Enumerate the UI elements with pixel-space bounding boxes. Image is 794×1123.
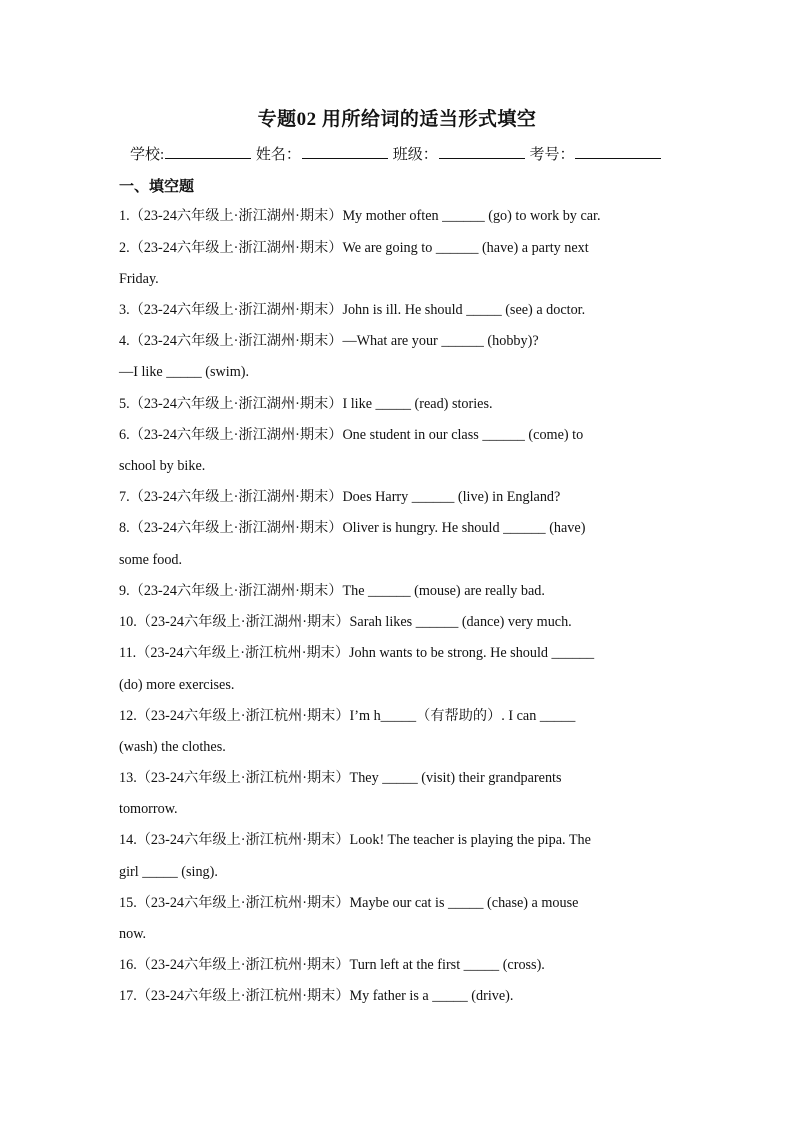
name-blank[interactable]: [302, 144, 388, 159]
class-label: 班级：: [392, 147, 438, 163]
page-title: 专题02 用所给词的适当形式填空: [257, 109, 537, 130]
question-line: 5.（23-24六年级上·浙江湖州·期末）I like _____ (read) stories.: [119, 396, 493, 412]
question-line: tomorrow.: [119, 801, 178, 817]
question-line: girl _____ (sing).: [119, 864, 218, 880]
school-blank[interactable]: [165, 144, 251, 159]
question-line: some food.: [119, 552, 183, 568]
question-line: (do) more exercises.: [119, 677, 235, 693]
question-line: 13.（23-24六年级上·浙江杭州·期末）They _____ (visit) their grandparents: [119, 770, 562, 786]
class-blank[interactable]: [439, 144, 525, 159]
question-line: 10.（23-24六年级上·浙江湖州·期末）Sarah likes ______ (dance) very much.: [119, 614, 572, 630]
name-label: 姓名：: [255, 147, 301, 163]
question-line: 12.（23-24六年级上·浙江杭州·期末）I’m h_____（有帮助的）. I can _____: [119, 708, 576, 724]
question-line: 1.（23-24六年级上·浙江湖州·期末）My mother often ______ (go) to work by car.: [119, 208, 601, 224]
question-line: 8.（23-24六年级上·浙江湖州·期末）Oliver is hungry. He should ______ (have): [119, 520, 586, 536]
question-line: 4.（23-24六年级上·浙江湖州·期末）—What are your ______ (hobby)?: [119, 333, 539, 349]
question-line: 7.（23-24六年级上·浙江湖州·期末）Does Harry ______ (live) in England?: [119, 489, 561, 505]
student-info-row: [130, 143, 662, 164]
school-label: 学校:: [130, 147, 165, 163]
question-line: school by bike.: [119, 458, 206, 474]
number-label: 考号：: [529, 147, 575, 163]
question-line: 16.（23-24六年级上·浙江杭州·期末）Turn left at the first _____ (cross).: [119, 957, 545, 973]
question-line: 14.（23-24六年级上·浙江杭州·期末）Look! The teacher is playing the pipa. The: [119, 832, 591, 848]
question-line: Friday.: [119, 271, 159, 287]
question-line: 6.（23-24六年级上·浙江湖州·期末）One student in our class ______ (come) to: [119, 427, 584, 443]
question-line: 2.（23-24六年级上·浙江湖州·期末）We are going to ______ (have) a party next: [119, 240, 589, 256]
section-heading: 一、填空题: [119, 179, 195, 195]
question-line: 3.（23-24六年级上·浙江湖州·期末）John is ill. He should _____ (see) a doctor.: [119, 302, 586, 318]
number-blank[interactable]: [575, 144, 661, 159]
question-line: now.: [119, 926, 147, 942]
question-line: —I like _____ (swim).: [119, 364, 250, 380]
question-line: 9.（23-24六年级上·浙江湖州·期末）The ______ (mouse) are really bad.: [119, 583, 545, 599]
question-line: 15.（23-24六年级上·浙江杭州·期末）Maybe our cat is _____ (chase) a mouse: [119, 895, 579, 911]
question-line: 11.（23-24六年级上·浙江杭州·期末）John wants to be strong. He should ______: [119, 645, 595, 661]
question-line: (wash) the clothes.: [119, 739, 226, 755]
question-line: 17.（23-24六年级上·浙江杭州·期末）My father is a _____ (drive).: [119, 988, 514, 1004]
